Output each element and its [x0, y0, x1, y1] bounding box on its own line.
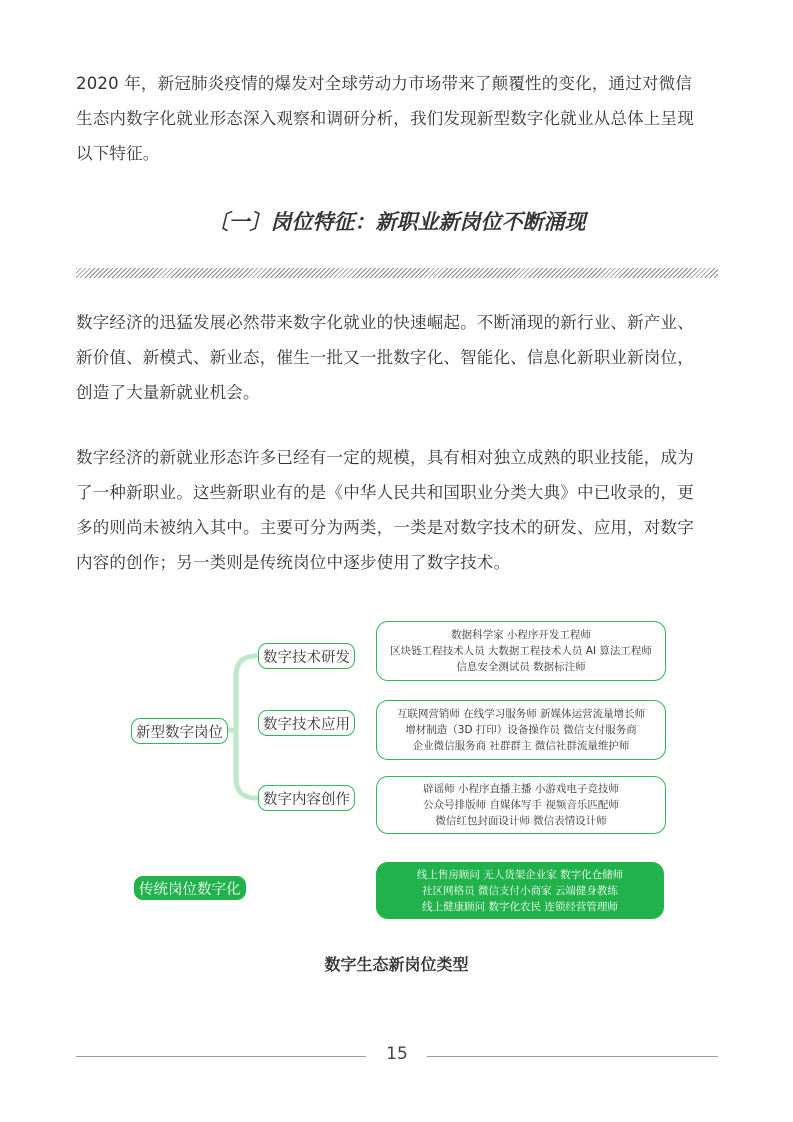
text-line: 多的则尚未被纳入其中。主要可分为两类，一类是对数字技术的研发、应用，对数字 [76, 518, 694, 537]
section-heading: 〔一〕岗位特征：新职业新岗位不断涌现 [207, 210, 586, 234]
job-line: 互联网营销师 在线学习服务师 新媒体运营流量增长师 [396, 708, 646, 720]
intro-paragraph [76, 66, 718, 171]
jobs-box-traditional [376, 862, 664, 919]
footer-rule-right [427, 1056, 718, 1057]
job-line: 企业微信服务商 社群群主 微信社群流量维护师 [412, 740, 630, 752]
jobs-box-tech-rd [376, 621, 666, 681]
branch-digital-tech-rd: 数字技术研发 [258, 643, 355, 669]
jobs-box-content-creation [376, 776, 666, 834]
root-node: 新型数字岗位 [131, 718, 228, 744]
text-line: 数字经济的新就业形态许多已经有一定的规模，具有相对独立成熟的职业技能，成为 [76, 448, 694, 467]
branch-digital-content-creation: 数字内容创作 [258, 785, 355, 811]
job-line: 线上售房顾问 无人货架企业家 数字化仓储师 [416, 868, 624, 881]
job-line: 公众号排版师 自媒体写手 视频音乐匹配师 [423, 799, 619, 811]
job-line: 社区网格员 微信支付小商家 云端健身教练 [422, 884, 618, 897]
job-line: 区块链工程技术人员 大数据工程技术人员 AI 算法工程师 [390, 645, 652, 657]
job-line: 增材制造（3D 打印）设备操作员 微信支付服务商 [405, 724, 637, 736]
text-line: 了一种新职业。这些新职业有的是《中华人民共和国职业分类大典》中已收录的，更 [76, 483, 694, 502]
jobs-box-tech-application [376, 700, 666, 760]
text-line: 数字经济的迅猛发展必然带来数字化就业的快速崛起。不断涌现的新行业、新产业、 [76, 313, 694, 332]
job-line: 辟谣师 小程序直播主播 小游戏电子竞技师 [423, 783, 619, 795]
job-line: 信息安全测试员 数据标注师 [456, 661, 586, 673]
branch-digital-tech-application: 数字技术应用 [258, 710, 355, 736]
job-line: 数据科学家 小程序开发工程师 [451, 629, 591, 641]
text-line: 2020 年，新冠肺炎疫情的爆发对全球劳动力市场带来了颠覆性的变化，通过对微信 [76, 74, 693, 93]
job-types-diagram [0, 612, 793, 932]
hatched-divider [76, 268, 718, 278]
text-line: 生态内数字化就业形态深入观察和调研分析，我们发现新型数字化就业从总体上呈现 [76, 109, 694, 128]
job-line: 线上健康顾问 数字化农民 连锁经营管理师 [422, 900, 618, 913]
page-number: 15 [386, 1044, 408, 1064]
main-bracket [236, 656, 256, 798]
body-paragraph-1 [76, 305, 718, 410]
text-line: 内容的创作；另一类则是传统岗位中逐步使用了数字技术。 [76, 553, 511, 572]
footer-rule-left [76, 1056, 366, 1057]
text-line: 以下特征。 [76, 144, 160, 163]
body-paragraph-2 [76, 440, 718, 580]
figure-caption: 数字生态新岗位类型 [324, 955, 469, 974]
job-line: 微信红包封面设计师 微信表情设计师 [435, 815, 607, 827]
text-line: 新价值、新模式、新业态，催生一批又一批数字化、智能化、信息化新职业新岗位， [76, 348, 694, 367]
text-line: 创造了大量新就业机会。 [76, 383, 260, 402]
traditional-node: 传统岗位数字化 [134, 876, 246, 900]
